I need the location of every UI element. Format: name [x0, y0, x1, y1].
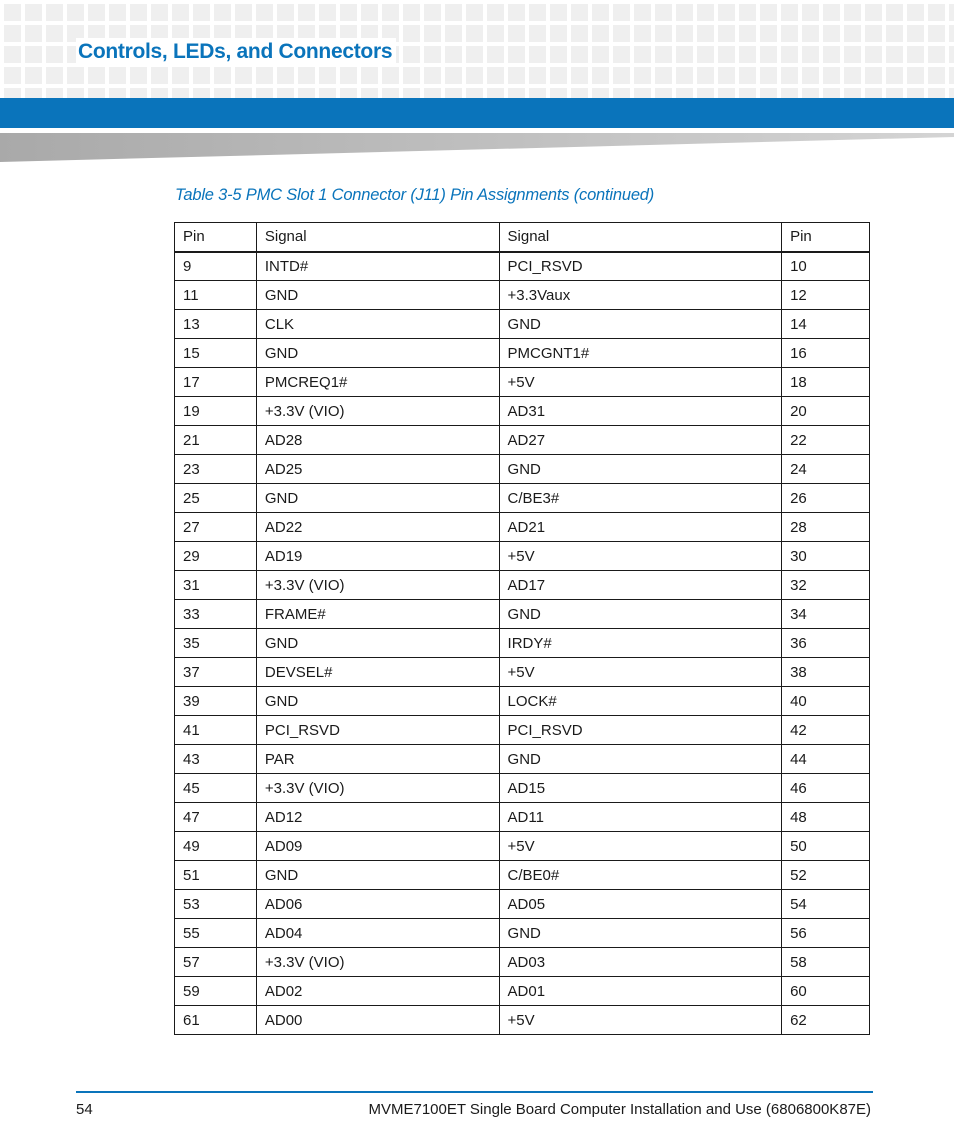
table-row — [175, 861, 870, 890]
pin-cell: 14 — [782, 310, 870, 339]
pin-cell: 40 — [782, 687, 870, 716]
pin-cell: 11 — [175, 281, 257, 310]
table-row — [175, 890, 870, 919]
signal-cell: AD09 — [256, 832, 499, 861]
pin-cell: 27 — [175, 513, 257, 542]
table-row — [175, 368, 870, 397]
signal-cell: C/BE0# — [499, 861, 782, 890]
page-number: 54 — [76, 1101, 93, 1118]
table-row — [175, 513, 870, 542]
signal-cell: AD05 — [499, 890, 782, 919]
signal-cell: +3.3V (VIO) — [256, 774, 499, 803]
signal-cell: AD28 — [256, 426, 499, 455]
table-row — [175, 339, 870, 368]
pin-cell: 42 — [782, 716, 870, 745]
signal-cell: PAR — [256, 745, 499, 774]
pin-cell: 39 — [175, 687, 257, 716]
pin-cell: 37 — [175, 658, 257, 687]
pin-cell: 18 — [782, 368, 870, 397]
signal-cell: AD31 — [499, 397, 782, 426]
signal-cell: +5V — [499, 542, 782, 571]
signal-cell: GND — [499, 600, 782, 629]
pin-cell: 49 — [175, 832, 257, 861]
header-blue-band — [0, 98, 954, 128]
pin-cell: 13 — [175, 310, 257, 339]
table-row — [175, 803, 870, 832]
signal-cell: PCI_RSVD — [499, 716, 782, 745]
signal-cell: GND — [499, 455, 782, 484]
table-body — [175, 252, 870, 1035]
pin-cell: 51 — [175, 861, 257, 890]
signal-cell: IRDY# — [499, 629, 782, 658]
signal-cell: AD15 — [499, 774, 782, 803]
table-row — [175, 687, 870, 716]
pin-cell: 47 — [175, 803, 257, 832]
pin-cell: 48 — [782, 803, 870, 832]
pin-cell: 55 — [175, 919, 257, 948]
signal-cell: DEVSEL# — [256, 658, 499, 687]
section-title: Controls, LEDs, and Connectors — [76, 38, 396, 66]
pin-cell: 24 — [782, 455, 870, 484]
signal-cell: AD11 — [499, 803, 782, 832]
pin-cell: 25 — [175, 484, 257, 513]
pin-cell: 62 — [782, 1006, 870, 1035]
pin-cell: 46 — [782, 774, 870, 803]
pin-cell: 57 — [175, 948, 257, 977]
table-row — [175, 426, 870, 455]
pin-cell: 38 — [782, 658, 870, 687]
signal-cell: AD00 — [256, 1006, 499, 1035]
signal-cell: GND — [256, 484, 499, 513]
pin-cell: 20 — [782, 397, 870, 426]
signal-cell: +5V — [499, 832, 782, 861]
pin-cell: 54 — [782, 890, 870, 919]
pin-cell: 30 — [782, 542, 870, 571]
signal-cell: AD06 — [256, 890, 499, 919]
table-row — [175, 658, 870, 687]
pin-cell: 17 — [175, 368, 257, 397]
pin-cell: 21 — [175, 426, 257, 455]
document-title: MVME7100ET Single Board Computer Installation and Use (6806800K87E) — [368, 1101, 871, 1118]
pin-cell: 41 — [175, 716, 257, 745]
table-row — [175, 832, 870, 861]
signal-cell: CLK — [256, 310, 499, 339]
pin-cell: 32 — [782, 571, 870, 600]
column-header-signal: Signal — [499, 223, 782, 252]
pin-cell: 28 — [782, 513, 870, 542]
table-row — [175, 571, 870, 600]
table-row — [175, 397, 870, 426]
table-row — [175, 948, 870, 977]
table-row — [175, 542, 870, 571]
table-row — [175, 281, 870, 310]
pin-cell: 9 — [175, 252, 257, 281]
footer-rule — [76, 1091, 873, 1093]
table-row — [175, 919, 870, 948]
table-row — [175, 484, 870, 513]
signal-cell: +3.3V (VIO) — [256, 571, 499, 600]
signal-cell: +5V — [499, 1006, 782, 1035]
pin-cell: 23 — [175, 455, 257, 484]
pin-cell: 45 — [175, 774, 257, 803]
signal-cell: AD03 — [499, 948, 782, 977]
signal-cell: +3.3V (VIO) — [256, 397, 499, 426]
pin-cell: 53 — [175, 890, 257, 919]
pin-cell: 58 — [782, 948, 870, 977]
pin-cell: 52 — [782, 861, 870, 890]
pin-cell: 19 — [175, 397, 257, 426]
table-row — [175, 1006, 870, 1035]
signal-cell: AD25 — [256, 455, 499, 484]
pin-cell: 61 — [175, 1006, 257, 1035]
signal-cell: AD27 — [499, 426, 782, 455]
signal-cell: AD12 — [256, 803, 499, 832]
pin-cell: 31 — [175, 571, 257, 600]
table-row — [175, 977, 870, 1006]
signal-cell: C/BE3# — [499, 484, 782, 513]
signal-cell: +5V — [499, 658, 782, 687]
signal-cell: AD22 — [256, 513, 499, 542]
signal-cell: GND — [256, 629, 499, 658]
signal-cell: PCI_RSVD — [499, 252, 782, 281]
signal-cell: INTD# — [256, 252, 499, 281]
signal-cell: PMCGNT1# — [499, 339, 782, 368]
table-row — [175, 716, 870, 745]
signal-cell: GND — [499, 919, 782, 948]
pin-cell: 59 — [175, 977, 257, 1006]
signal-cell: GND — [256, 281, 499, 310]
pin-cell: 15 — [175, 339, 257, 368]
table-row — [175, 310, 870, 339]
signal-cell: LOCK# — [499, 687, 782, 716]
column-header-pin: Pin — [175, 223, 257, 252]
pin-cell: 16 — [782, 339, 870, 368]
table-row — [175, 455, 870, 484]
pin-cell: 29 — [175, 542, 257, 571]
signal-cell: AD17 — [499, 571, 782, 600]
signal-cell: AD02 — [256, 977, 499, 1006]
table-row — [175, 252, 870, 281]
table-header-row — [175, 223, 870, 252]
signal-cell: PCI_RSVD — [256, 716, 499, 745]
column-header-signal: Signal — [256, 223, 499, 252]
signal-cell: AD01 — [499, 977, 782, 1006]
pin-cell: 50 — [782, 832, 870, 861]
signal-cell: FRAME# — [256, 600, 499, 629]
signal-cell: PMCREQ1# — [256, 368, 499, 397]
signal-cell: +3.3Vaux — [499, 281, 782, 310]
signal-cell: AD04 — [256, 919, 499, 948]
table-row — [175, 774, 870, 803]
signal-cell: GND — [499, 745, 782, 774]
pin-cell: 36 — [782, 629, 870, 658]
signal-cell: +5V — [499, 368, 782, 397]
signal-cell: GND — [256, 861, 499, 890]
signal-cell: AD21 — [499, 513, 782, 542]
signal-cell: GND — [256, 687, 499, 716]
table-caption: Table 3-5 PMC Slot 1 Connector (J11) Pin Assignments (continued) — [175, 186, 655, 204]
pin-cell: 34 — [782, 600, 870, 629]
pin-cell: 56 — [782, 919, 870, 948]
pin-cell: 35 — [175, 629, 257, 658]
signal-cell: GND — [499, 310, 782, 339]
pin-cell: 26 — [782, 484, 870, 513]
pin-cell: 44 — [782, 745, 870, 774]
pin-cell: 43 — [175, 745, 257, 774]
table-row — [175, 745, 870, 774]
header-gray-wedge — [0, 128, 954, 164]
pin-cell: 12 — [782, 281, 870, 310]
signal-cell: GND — [256, 339, 499, 368]
column-header-pin: Pin — [782, 223, 870, 252]
signal-cell: +3.3V (VIO) — [256, 948, 499, 977]
table-row — [175, 600, 870, 629]
table-row — [175, 629, 870, 658]
pin-cell: 33 — [175, 600, 257, 629]
pin-cell: 22 — [782, 426, 870, 455]
pin-assignment-table — [174, 222, 870, 1035]
pin-cell: 10 — [782, 252, 870, 281]
pin-cell: 60 — [782, 977, 870, 1006]
signal-cell: AD19 — [256, 542, 499, 571]
